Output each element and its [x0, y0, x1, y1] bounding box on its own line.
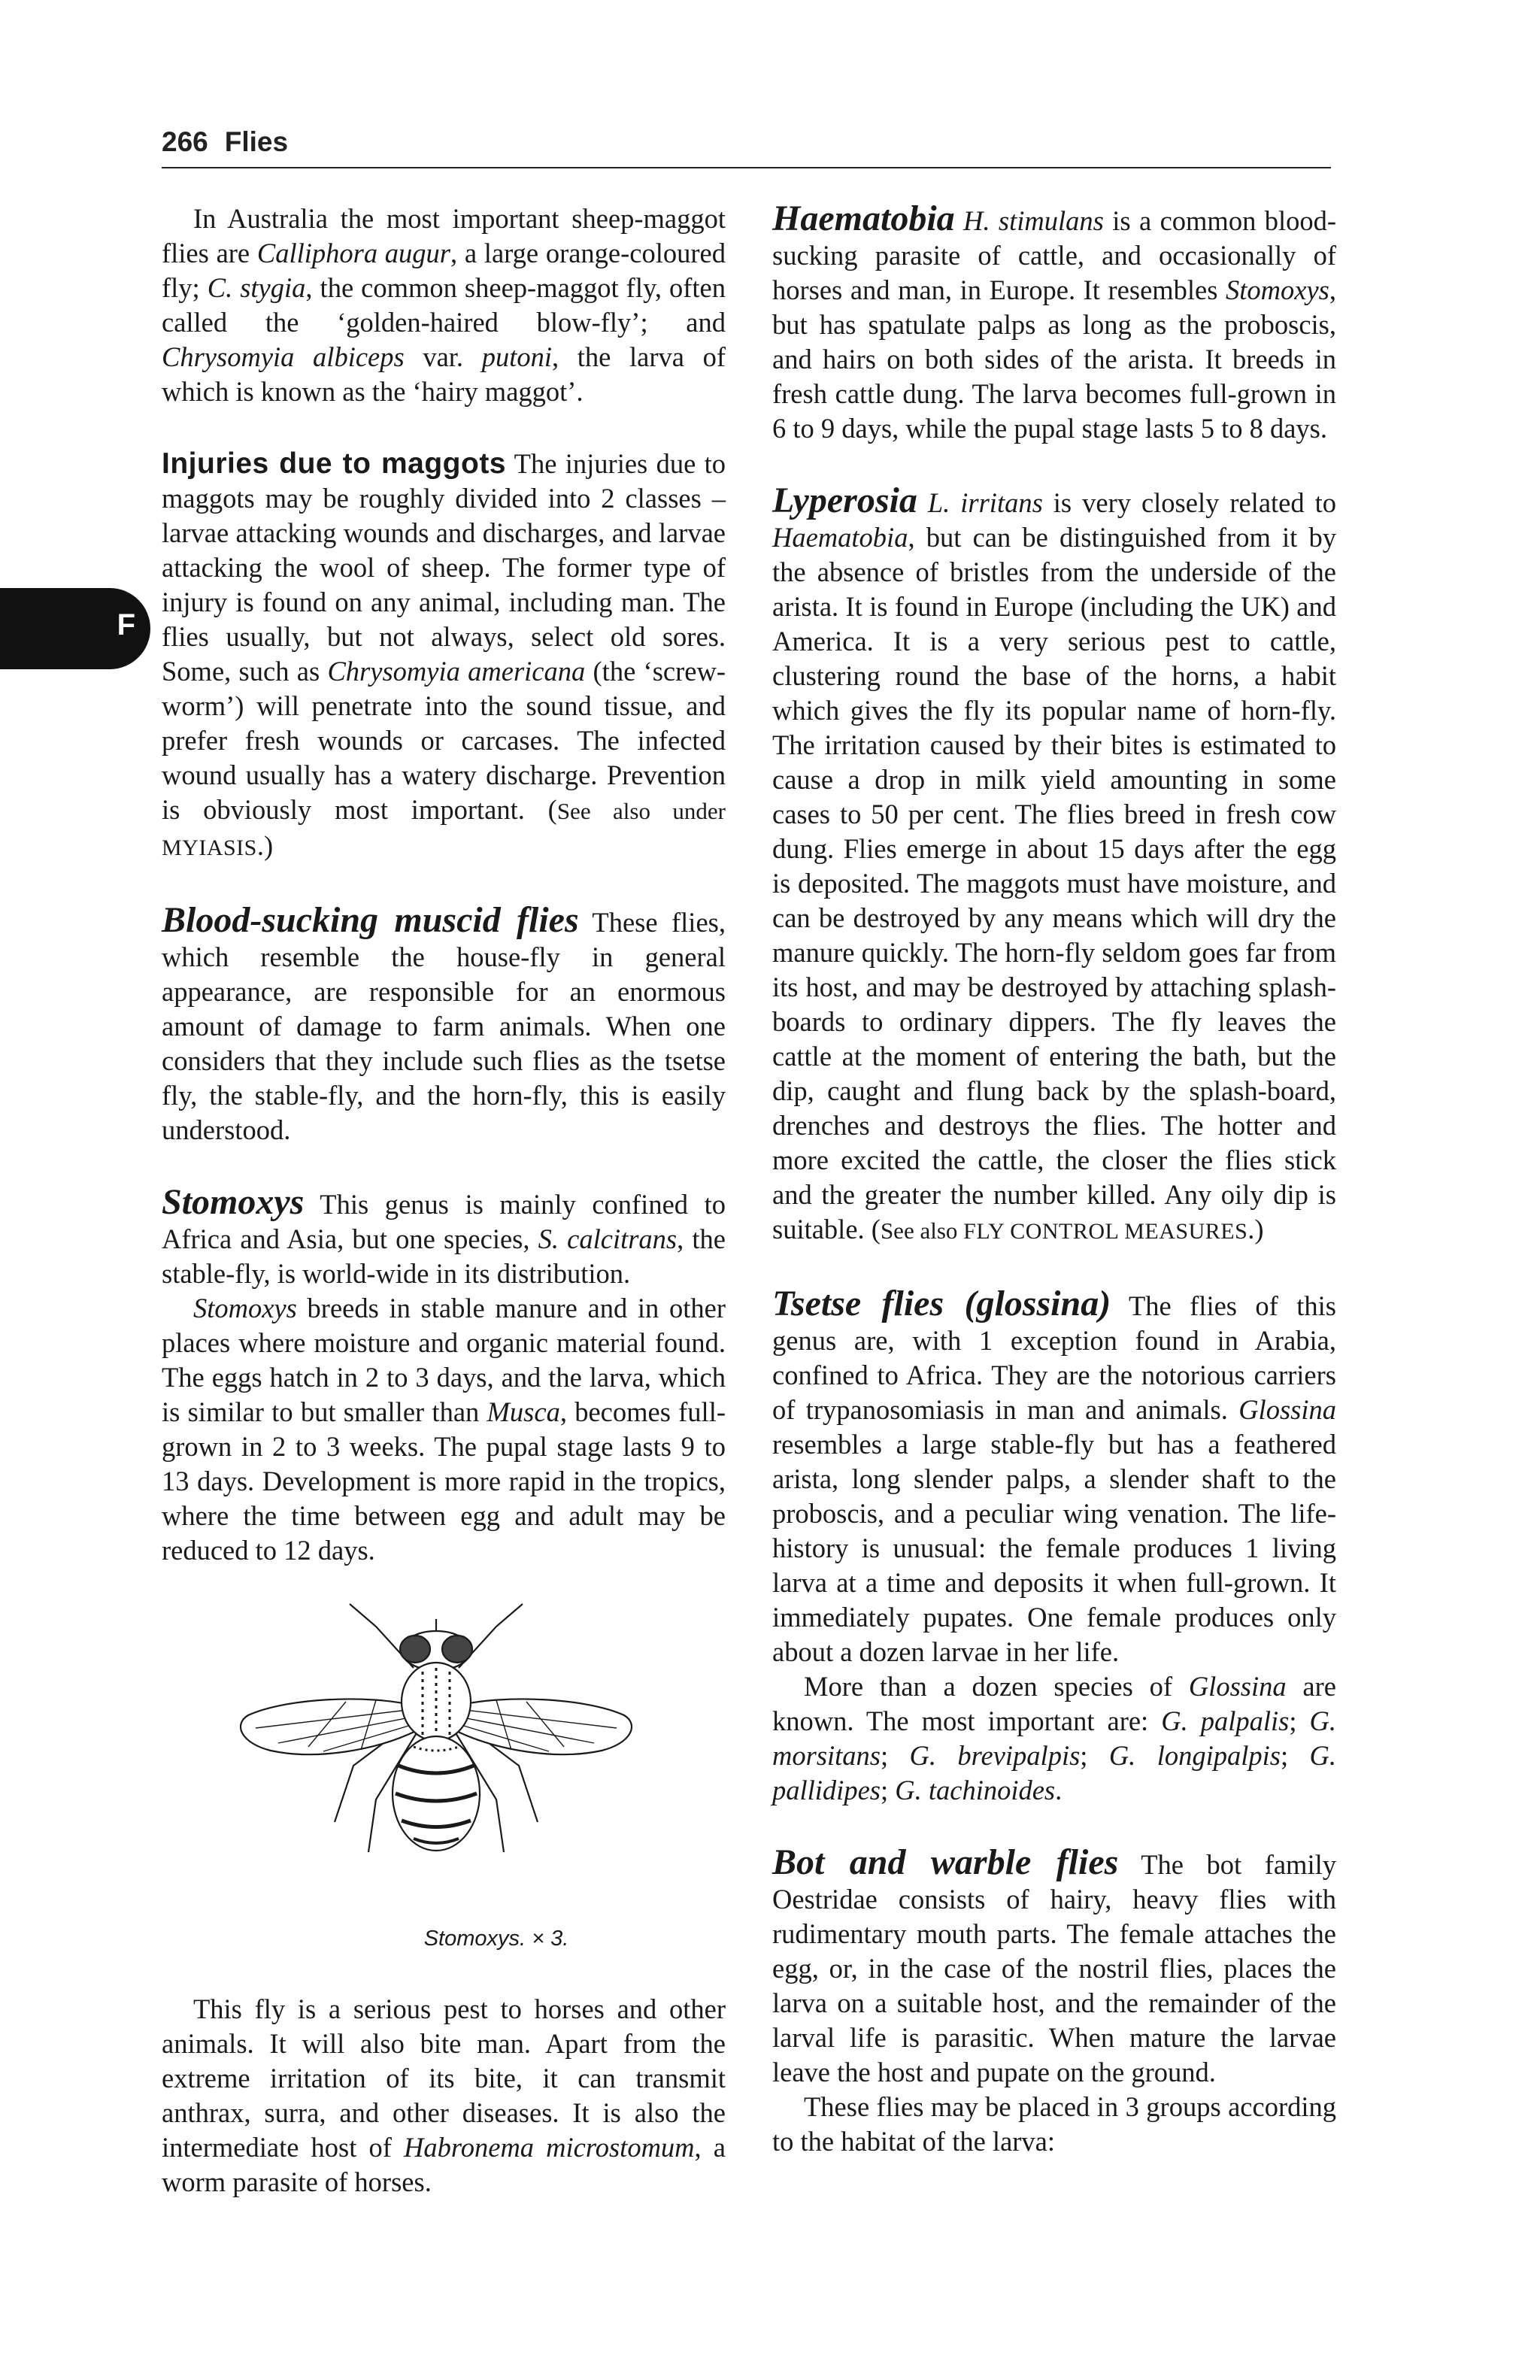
text: This genus is mainly confined to Africa and Asia, but one species,	[162, 1189, 726, 1254]
species-name: H. stimulans	[963, 205, 1104, 236]
species-name: C. stygia	[207, 272, 306, 303]
species-name: G. pallidipes	[772, 1740, 1336, 1805]
paragraph-stomoxys-breeding	[162, 1291, 726, 1568]
text: (the ‘screw-worm’) will penetrate into the sound tissue, and prefer fresh wounds or carcases. The infected wound usually has a watery discharge. Prevention is obviously most important. (	[162, 656, 726, 825]
species-name: G. morsitans	[772, 1705, 1336, 1771]
text: var.	[404, 341, 482, 372]
genus-name: Musca	[487, 1396, 560, 1427]
text: , a large orange-coloured fly;	[162, 238, 726, 303]
text	[955, 205, 963, 236]
text: , but can be distinguished from it by the absence of bristles from the underside of the arista. It is found in Europe (including the UK) and America. It is a very serious pest to cattle, clustering round the base of the horns, a habit which gives the fly its popular name of horn-fly. The irritation caused by their bites is estimated to cause a drop in milk yield amounting in some cases to 50 per cent. The flies breed in fresh cow dung. Flies emerge in about 15 days after the egg is deposited. The maggots must have moisture, and can be destroyed by any means which will dry the manure quickly. The horn-fly seldom goes far from its host, and may be destroyed by attaching splash-boards to ordinary dippers. The fly leaves the cattle at the moment of entering the bath, but the dip, caught and flung back by the splash-board, drenches and destroys the flies. The hotter and more excited the cattle, the closer the flies stick and the greater the number killed. Any oily dip is suitable. (	[772, 522, 1336, 1245]
text: This fly is a serious pest to horses and other animals. It will also bite man. Apart from the extreme irritation of its bite, it can transmit anthrax, surra, and other diseases. It is also the intermediate host of	[162, 1993, 726, 2163]
paragraph-lyperosia	[772, 481, 1336, 1249]
text: .)	[1247, 1214, 1264, 1245]
genus-name: Glossina	[1188, 1671, 1287, 1702]
section-heading: Injuries due to maggots	[162, 447, 506, 480]
text: are known. The most important are:	[772, 1671, 1336, 1736]
species-name: Habronema microstomum	[404, 2132, 695, 2163]
left-column	[162, 202, 726, 2200]
paragraph-bot-fly-groups	[772, 2090, 1336, 2159]
text: , a worm parasite of horses.	[162, 2132, 726, 2197]
paragraph-blood-sucking-muscid-flies	[162, 900, 726, 1148]
running-head	[162, 126, 1331, 168]
page-number: 266	[162, 126, 208, 157]
species-name: Calliphora augur	[256, 238, 451, 268]
figure-caption: Stomoxys. × 3.	[423, 1927, 569, 1951]
text: These flies, which resemble the house-fly in general appearance, are responsible for an enormous amount of damage to farm animals. When one considers that they include such flies as the tsetse fly, the stable-fly, and the horn-fly, this is easily understood.	[162, 907, 726, 1145]
paragraph-haematobia	[772, 199, 1337, 446]
section-thumb-tab	[0, 588, 150, 669]
section-heading: Tsetse flies (glossina)	[772, 1284, 1111, 1323]
paragraph-injuries-due-to-maggots	[162, 447, 726, 866]
section-title: Flies	[224, 126, 289, 157]
right-column	[772, 199, 1337, 2159]
text: breeds in stable manure and in other places where moisture and organic material found. The eggs hatch in 2 to 3 days, and the larva, which is similar to but smaller than	[162, 1293, 726, 1427]
text: ;	[1280, 1740, 1310, 1771]
text: , the common sheep-maggot fly, often called the ‘golden-haired blow-fly’; and	[162, 272, 726, 338]
species-name: putoni	[481, 341, 552, 372]
see-also-text: See also under	[556, 798, 726, 824]
text: In Australia the most important sheep-maggot flies are	[162, 203, 726, 268]
paragraph-tsetse-flies	[772, 1284, 1336, 1669]
species-name: G. palpalis	[1161, 1705, 1290, 1736]
section-heading: Blood-sucking muscid flies	[162, 900, 579, 940]
cross-reference: MYIASIS	[162, 835, 257, 860]
species-name: L. irritans	[927, 487, 1043, 518]
stomoxys-fly-illustration	[188, 1596, 699, 1920]
text: , the larva of which is known as the ‘hairy maggot’.	[162, 341, 726, 407]
text: ;	[880, 1775, 896, 1805]
paragraph-sheep-maggot-flies	[162, 202, 726, 409]
text: The bot family Oestridae consists of hairy, heavy flies with rudimentary mouth parts. The female attaches the egg, or, in the case of the nostril flies, places the larva on a suitable host, and the remainder of the larval life is parasitic. When mature the larvae leave the host and pupate on the ground.	[772, 1849, 1336, 2087]
text: The flies of this genus are, with 1 exception found in Arabia, confined to Africa. They are the notorious carriers of trypanosomiasis in man and animals.	[772, 1290, 1336, 1425]
species-name: S. calcitrans	[538, 1223, 678, 1254]
section-heading: Stomoxys	[162, 1182, 305, 1222]
text	[917, 487, 928, 518]
species-name: G. brevipalpis	[909, 1740, 1081, 1771]
text: More than a dozen species of	[804, 1671, 1189, 1702]
species-name: Chrysomyia albiceps	[162, 341, 405, 372]
paragraph-bot-and-warble-flies	[772, 1842, 1336, 2090]
text: , but has spatulate palps as long as the proboscis, and hairs on both sides of the arista. It breeds in fresh cattle dung. The larva becomes full-grown in 6 to 9 days, while the pupal stage lasts 5 to 8 days.	[772, 274, 1336, 444]
see-also-text: See also	[880, 1217, 964, 1244]
text: resembles a large stable-fly but has a feathered arista, long slender palps, a slender shaft to the proboscis, and a peculiar wing venation. The life-history is unusual: the female produces 1 living larva at a time and deposits it when full-grown. It immediately pupates. One female produces only about a dozen larvae in her life.	[772, 1429, 1336, 1667]
text: These flies may be placed in 3 groups according to the habitat of the larva:	[772, 2091, 1336, 2157]
text: The injuries due to maggots may be roughly divided into 2 classes – larvae attacking wounds and discharges, and larvae attacking the wool of sheep. The former type of injury is found on any animal, including man. The flies usually, but not always, select old sores. Some, such as	[162, 448, 726, 687]
paragraph-stomoxys	[162, 1182, 726, 1291]
section-heading: Haematobia	[772, 199, 955, 238]
paragraph-glossina-species	[772, 1669, 1336, 1808]
genus-name: Stomoxys	[193, 1293, 297, 1323]
section-heading: Lyperosia	[772, 481, 917, 520]
species-name: G. tachinoides	[895, 1775, 1056, 1805]
text: , becomes full-grown in 2 to 3 weeks. The pupal stage lasts 9 to 13 days. Development is more rapid in the tropics, where the time between egg and adult may be reduced to 12 days.	[162, 1396, 726, 1566]
text: is very closely related to	[1042, 487, 1336, 518]
text: is a common blood-sucking parasite of cattle, and occasionally of horses and man, in Europe. It resembles	[772, 205, 1337, 305]
text: ;	[1080, 1740, 1109, 1771]
species-name: G. longipalpis	[1108, 1740, 1281, 1771]
genus-name: Glossina	[1238, 1394, 1336, 1425]
paragraph-stomoxys-pest	[162, 1992, 726, 2200]
species-name: Chrysomyia americana	[327, 656, 586, 687]
stomoxys-figure	[162, 1596, 726, 1956]
text: ;	[881, 1740, 910, 1771]
cross-reference: FLY CONTROL MEASURES	[963, 1219, 1248, 1244]
thumb-tab-letter: F	[117, 608, 135, 641]
section-heading: Bot and warble flies	[772, 1842, 1119, 1882]
text: .)	[256, 830, 274, 861]
genus-name: Haematobia	[772, 522, 908, 553]
text: ;	[1289, 1705, 1310, 1736]
genus-name: Stomoxys	[1226, 274, 1329, 305]
text: .	[1055, 1775, 1063, 1805]
text: , the stable-fly, is world-wide in its distribution.	[162, 1223, 726, 1289]
